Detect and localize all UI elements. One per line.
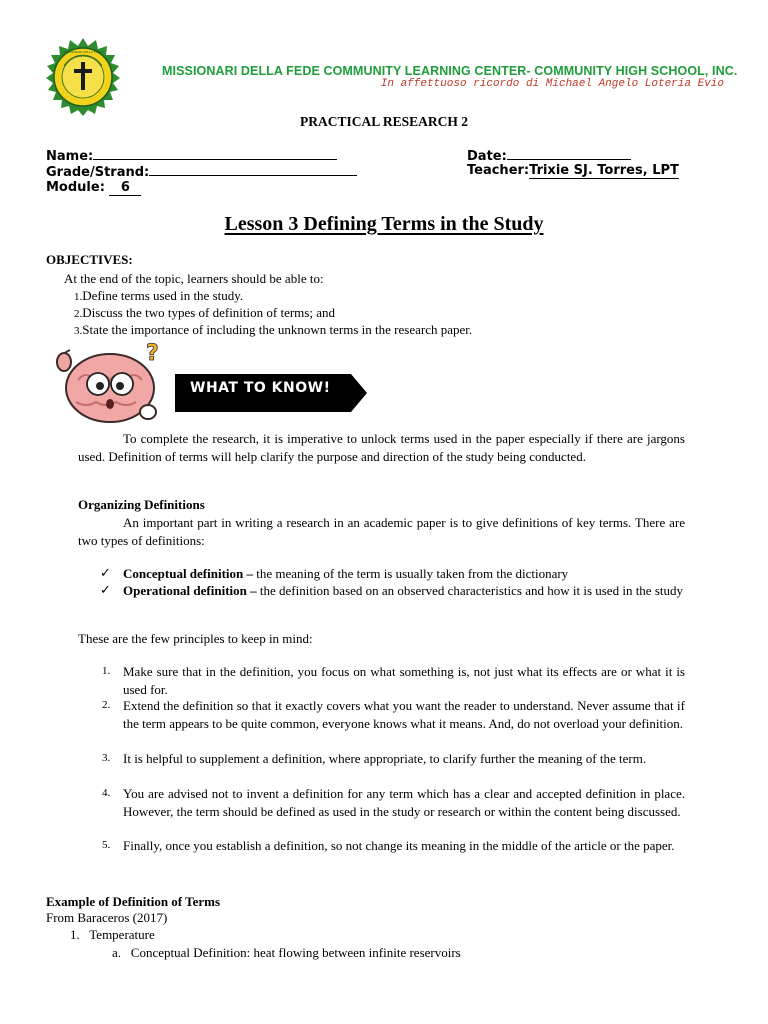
name-label: Name: (46, 149, 94, 164)
logo-text: MISSIONARI DELLA FEDE (64, 50, 102, 54)
school-logo (44, 36, 122, 118)
example-title: Example of Definition of Terms (46, 894, 221, 909)
module-value: 6 (109, 180, 141, 196)
check-icon: ✓ (100, 565, 111, 580)
definition-type: Conceptual definition – the meaning of the term is usually taken from the dictionary (123, 566, 569, 581)
definition-type: Operational definition – the definition based on an observed characteristics and how it is used in the study (123, 583, 683, 598)
module-field (46, 180, 141, 196)
objective-item: 3.State the importance of including the unknown terms in the research paper. (74, 322, 473, 337)
principles-intro: These are the few principles to keep in mind: (78, 631, 313, 646)
principle-number: 4. (102, 787, 111, 799)
principle-text: Finally, once you establish a definition, so not change its meaning in the middle of the article or the paper. (123, 838, 675, 853)
date-label: Date: (467, 149, 507, 164)
teacher-field (467, 163, 679, 179)
organizing-paragraph: An important part in writing a research in an academic paper is to give definitions of key terms. There are two types of definitions: (78, 515, 685, 548)
example-item: 1. Temperature (70, 927, 155, 942)
objective-item: 1.Define terms used in the study. (74, 288, 244, 303)
grade-blank[interactable] (149, 163, 357, 176)
principle-number: 1. (102, 665, 111, 677)
memorial-line: In affettuoso ricordo di Michael Angelo Loteria Evio (380, 78, 724, 90)
name-blank[interactable] (93, 147, 337, 160)
date-blank[interactable] (507, 147, 631, 160)
principle-text: Extend the definition so that it exactly covers what you want the reader to understand. Never assume that if the term appears to be quite common, everyone knows what it means. And, do not overload your definition. (123, 698, 685, 731)
principle-number: 2. (102, 699, 111, 711)
objective-item: 2.Discuss the two types of definition of terms; and (74, 305, 335, 320)
lesson-title: Lesson 3 Defining Terms in the Study (224, 213, 544, 235)
subject-title: PRACTICAL RESEARCH 2 (299, 114, 469, 129)
grade-label: Grade/Strand: (46, 165, 150, 180)
teacher-label: Teacher: (467, 163, 530, 178)
objectives-intro: At the end of the topic, learners should be able to: (64, 271, 324, 286)
name-field (46, 147, 337, 164)
grade-field (46, 163, 357, 180)
check-icon: ✓ (100, 582, 111, 597)
organizing-title: Organizing Definitions (78, 497, 205, 512)
school-name: MISSIONARI DELLA FEDE COMMUNITY LEARNING CENTER- COMMUNITY HIGH SCHOOL, INC. (162, 64, 738, 78)
principle-text: You are advised not to invent a definition for any term which has a clear and accepted definition in place. However, the term should be defined as used in the study or research or within the content being discussed. (123, 786, 685, 819)
principle-text: Make sure that in the definition, you focus on what something is, not just what its effects are or what it is used for. (123, 664, 685, 697)
teacher-value: Trixie SJ. Torres, LPT (529, 163, 679, 178)
banner-label: WHAT TO KNOW! (190, 380, 331, 396)
example-subitem: a. Conceptual Definition: heat flowing between infinite reservoirs (112, 945, 461, 960)
principle-text: It is helpful to supplement a definition, where appropriate, to clarify further the meaning of the term. (123, 751, 647, 766)
svg-text:?: ? (146, 341, 159, 366)
date-field (467, 147, 631, 164)
intro-paragraph: To complete the research, it is imperative to unlock terms used in the paper especially if there are jargons used. Definition of terms will help clarify the purpose and direction of the study being conducted. (78, 431, 685, 464)
principle-number: 5. (102, 839, 111, 851)
brain-mascot-icon (48, 340, 168, 430)
principle-number: 3. (102, 752, 111, 764)
objectives-title: OBJECTIVES: (46, 252, 133, 267)
example-source: From Baraceros (2017) (46, 910, 168, 925)
module-label: Module: (46, 180, 105, 195)
